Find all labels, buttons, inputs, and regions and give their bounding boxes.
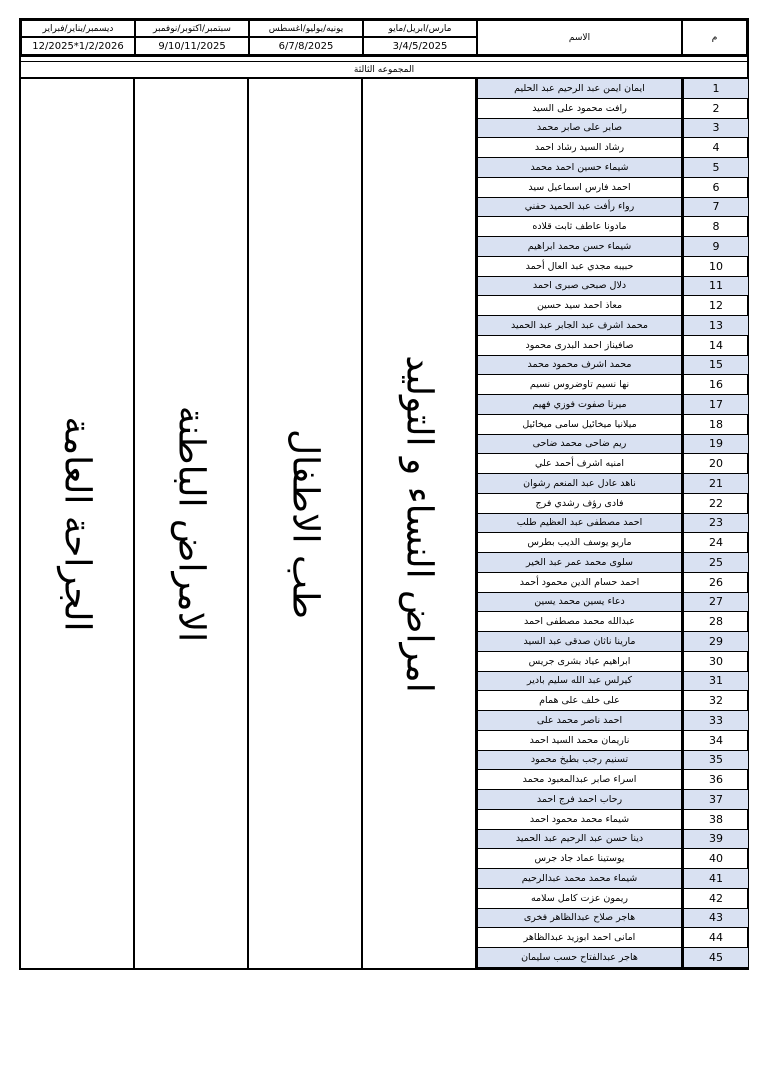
student-name: على خلف على همام [477, 691, 682, 711]
department-label: الامراض الباطنة [170, 405, 212, 642]
schedule-table [19, 18, 749, 970]
student-name: عبدالله محمد مصطفى احمد [477, 612, 682, 632]
student-name: ريم ضاحى محمد ضاحى [477, 435, 682, 455]
student-name: شيماء محمد محمود احمد [477, 810, 682, 830]
student-name: ابراهيم عياد بشرى جريس [477, 652, 682, 672]
student-name: مارينا ناثان صدقى عبد السيد [477, 632, 682, 652]
student-name: تسنيم رجب بطيخ محمود [477, 751, 682, 771]
student-name: شيماء حسين احمد محمد [477, 158, 682, 178]
student-number: 12 [682, 296, 749, 316]
table-row [477, 573, 749, 593]
student-name: احمد ناصر محمد على [477, 711, 682, 731]
student-name: امنيه اشرف أحمد علي [477, 454, 682, 474]
table-row [477, 217, 749, 237]
student-number: 45 [682, 948, 749, 968]
student-name: يوستينا عماد جاد جرس [477, 849, 682, 869]
period-months-3: يونيه/يوليو/اغسطس [249, 20, 363, 37]
student-name: ريمون عزت كامل سلامه [477, 889, 682, 909]
student-number: 20 [682, 454, 749, 474]
department-column-obgyn [363, 79, 477, 968]
table-row [477, 158, 749, 178]
table-row [477, 928, 749, 948]
student-number: 24 [682, 533, 749, 553]
table-row [477, 691, 749, 711]
student-name: سلوى محمد عمر عبد الخير [477, 553, 682, 573]
table-row [477, 336, 749, 356]
student-number: 23 [682, 514, 749, 534]
table-row [477, 375, 749, 395]
table-row [477, 553, 749, 573]
student-number: 28 [682, 612, 749, 632]
table-row [477, 849, 749, 869]
student-number: 2 [682, 99, 749, 119]
student-name: محمد اشرف محمود محمد [477, 356, 682, 376]
table-row [477, 731, 749, 751]
student-number: 22 [682, 494, 749, 514]
student-number: 6 [682, 178, 749, 198]
period-months-1: ديسمبر/يناير/فبراير [21, 20, 135, 37]
student-number: 14 [682, 336, 749, 356]
student-number: 25 [682, 553, 749, 573]
group-label: المجموعه الثالثة [21, 61, 747, 78]
student-name: هاجر عبدالفتاح حسب سليمان [477, 948, 682, 968]
period-months-4: مارس/ابريل/مايو [363, 20, 477, 37]
student-number: 43 [682, 909, 749, 929]
student-number: 42 [682, 889, 749, 909]
student-name: حبيبه مجدي عبد العال أحمد [477, 257, 682, 277]
student-number: 41 [682, 869, 749, 889]
table-row [477, 751, 749, 771]
student-number: 7 [682, 198, 749, 218]
student-number: 38 [682, 810, 749, 830]
student-name: صابر على صابر محمد [477, 119, 682, 139]
department-column-general-surgery [21, 79, 135, 968]
student-name: محمد اشرف عبد الجابر عبد الحميد [477, 316, 682, 336]
table-row [477, 454, 749, 474]
student-name: ايمان ايمن عبد الرحيم عبد الحليم [477, 79, 682, 99]
student-number: 34 [682, 731, 749, 751]
student-name: دعاء يسين محمد يسين [477, 593, 682, 613]
student-name: ميرنا صفوت فوزي فهيم [477, 395, 682, 415]
period-dates-3: 6/7/8/2025 [249, 37, 363, 55]
table-row [477, 178, 749, 198]
table-row [477, 514, 749, 534]
student-number: 17 [682, 395, 749, 415]
table-row [477, 632, 749, 652]
table-row [477, 770, 749, 790]
student-name: دلال صبحى صبرى احمد [477, 277, 682, 297]
student-number: 27 [682, 593, 749, 613]
student-name: ميلانيا ميخائيل سامى ميخائيل [477, 415, 682, 435]
table-row [477, 790, 749, 810]
table-row [477, 296, 749, 316]
table-row [477, 119, 749, 139]
table-row [477, 830, 749, 850]
student-name: احمد حسام الدين محمود أحمد [477, 573, 682, 593]
student-number: 19 [682, 435, 749, 455]
table-row [477, 593, 749, 613]
table-row [477, 810, 749, 830]
table-row [477, 869, 749, 889]
period-dates-4: 3/4/5/2025 [363, 37, 477, 55]
student-number: 44 [682, 928, 749, 948]
student-name: صافيناز احمد البدرى محمود [477, 336, 682, 356]
table-row [477, 612, 749, 632]
student-number: 21 [682, 474, 749, 494]
table-row [477, 533, 749, 553]
student-number: 8 [682, 217, 749, 237]
student-name: هاجر صلاح عبدالظاهر فخرى [477, 909, 682, 929]
student-number: 31 [682, 672, 749, 692]
period-months-2: سبتمبر/اكتوبر/نوفمبر [135, 20, 249, 37]
student-number: 5 [682, 158, 749, 178]
student-name: رافت محمود على السيد [477, 99, 682, 119]
table-row [477, 277, 749, 297]
student-number: 1 [682, 79, 749, 99]
student-name: دينا حسن عبد الرحيم عبد الحميد [477, 830, 682, 850]
table-row [477, 138, 749, 158]
student-name: احمد مصطفى عبد العظيم طلب [477, 514, 682, 534]
table-row [477, 237, 749, 257]
student-name: معاذ احمد سيد حسين [477, 296, 682, 316]
student-name: مادونا عاطف ثابت قلاده [477, 217, 682, 237]
group-row [21, 55, 747, 79]
table-row [477, 415, 749, 435]
student-name: ماريو يوسف الديب بطرس [477, 533, 682, 553]
student-number: 9 [682, 237, 749, 257]
student-name: ناهد عادل عبد المنعم رشوان [477, 474, 682, 494]
student-number: 36 [682, 770, 749, 790]
student-number: 10 [682, 257, 749, 277]
student-name: رحاب احمد فرج احمد [477, 790, 682, 810]
student-number: 4 [682, 138, 749, 158]
student-number: 18 [682, 415, 749, 435]
table-row [477, 435, 749, 455]
student-name: ناريمان محمد السيد احمد [477, 731, 682, 751]
student-name: احمد فارس اسماعيل سيد [477, 178, 682, 198]
department-label: الجراحة العامة [56, 416, 98, 631]
student-number: 15 [682, 356, 749, 376]
student-number: 32 [682, 691, 749, 711]
table-row [477, 474, 749, 494]
table-row [477, 494, 749, 514]
table-row [477, 79, 749, 99]
table-row [477, 909, 749, 929]
student-number: 30 [682, 652, 749, 672]
student-number: 29 [682, 632, 749, 652]
student-number: 40 [682, 849, 749, 869]
student-name: كيرلس عبد الله سليم بادير [477, 672, 682, 692]
table-row [477, 711, 749, 731]
number-column-header: م [682, 20, 747, 55]
period-dates-1: 12/2025*1/2/2026 [21, 37, 135, 55]
period-dates-2: 9/10/11/2025 [135, 37, 249, 55]
student-number: 35 [682, 751, 749, 771]
table-row [477, 257, 749, 277]
department-column-internal-medicine [135, 79, 249, 968]
student-name: رواء رأفت عبد الحميد حفني [477, 198, 682, 218]
student-number: 3 [682, 119, 749, 139]
student-number: 33 [682, 711, 749, 731]
department-column-pediatrics [249, 79, 363, 968]
student-name: شيماء حسن محمد ابراهيم [477, 237, 682, 257]
student-number: 37 [682, 790, 749, 810]
table-row [477, 889, 749, 909]
student-name: نها نسيم تاوضروس نسيم [477, 375, 682, 395]
table-row [477, 672, 749, 692]
student-number: 16 [682, 375, 749, 395]
table-row [477, 316, 749, 336]
student-number: 39 [682, 830, 749, 850]
student-name: فادى رؤف رشدي فرج [477, 494, 682, 514]
student-name: امانى احمد ابوزيد عبدالظاهر [477, 928, 682, 948]
department-label: امراض النساء و التوليد [398, 354, 440, 693]
table-row [477, 652, 749, 672]
table-row [477, 356, 749, 376]
department-label: طب الاطفال [284, 428, 326, 619]
student-name: اسراء صابر عبدالمعبود محمد [477, 770, 682, 790]
table-row [477, 99, 749, 119]
student-name: رشاد السيد رشاد احمد [477, 138, 682, 158]
table-row [477, 948, 749, 968]
table-row [477, 395, 749, 415]
student-number: 26 [682, 573, 749, 593]
student-number: 13 [682, 316, 749, 336]
table-row [477, 198, 749, 218]
name-column-header: الاسم [477, 20, 682, 55]
student-name: شيماء محمد محمد عبدالرحيم [477, 869, 682, 889]
student-number: 11 [682, 277, 749, 297]
